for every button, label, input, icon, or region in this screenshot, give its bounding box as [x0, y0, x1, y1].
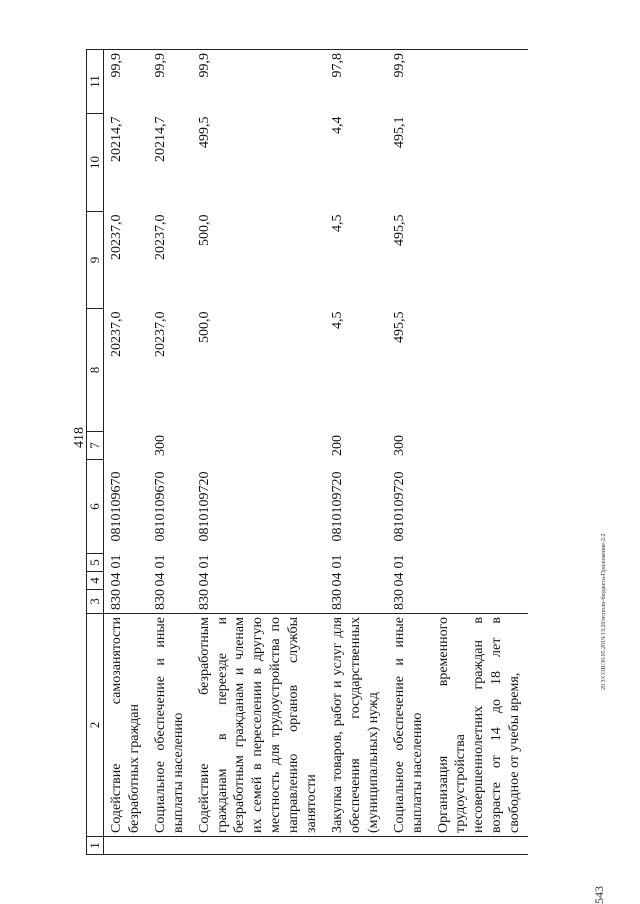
value-cell: 4,5 — [329, 311, 345, 329]
code-cell: 830 — [329, 589, 345, 610]
value-cell: 495,1 — [391, 116, 407, 148]
value-cell — [431, 212, 529, 309]
table-row — [431, 50, 529, 855]
item-name: Содействие безработным гражданам в переезде и безработным гражданам и членам их семей в переселении в другую местность для трудоустройства по направлению органов службы занятости — [192, 614, 325, 837]
document-reference: 20 3/СОВ/30.05.2019/13:20/исполн-бюджета-Приложение-2.2 — [601, 533, 607, 690]
expense-type-cell — [431, 432, 529, 460]
rotated-table-container — [86, 50, 556, 855]
value-cell — [431, 309, 529, 432]
subsection-cell: 01 — [391, 554, 407, 569]
row-index-cell — [104, 837, 148, 855]
percent-cell: 99,9 — [387, 50, 431, 114]
header-cell: 7 — [87, 432, 104, 460]
section-cell: 04 — [391, 572, 407, 587]
row-index-cell — [325, 837, 387, 855]
expense-type-cell — [104, 432, 148, 460]
expense-type-cell: 200 — [329, 435, 345, 456]
row-index-cell — [192, 837, 325, 855]
expense-type-cell — [192, 432, 325, 460]
section-cell: 04 — [152, 572, 168, 587]
code-cell: 830 — [196, 589, 212, 610]
percent-cell — [431, 50, 529, 114]
target-article-cell: 0810109720 — [391, 471, 407, 542]
value-cell: 4,4 — [329, 116, 345, 134]
header-cell: 11 — [87, 50, 104, 114]
value-cell: 20237,0 — [152, 311, 168, 357]
row-index-cell — [431, 837, 529, 855]
target-article-cell: 0810109720 — [196, 471, 212, 542]
percent-cell: 99,9 — [104, 50, 148, 114]
table-row — [387, 50, 431, 855]
value-cell: 495,5 — [391, 311, 407, 343]
value-cell: 495,5 — [391, 214, 407, 246]
target-article-cell: 0810109720 — [329, 471, 345, 542]
row-index-cell — [148, 837, 192, 855]
percent-cell: 99,9 — [148, 50, 192, 114]
table-row — [148, 50, 192, 855]
subsection-cell: 01 — [109, 554, 124, 569]
value-cell: 499,5 — [196, 116, 212, 148]
value-cell: 500,0 — [196, 311, 212, 343]
subsection-cell: 01 — [196, 554, 212, 569]
header-cell: 4 — [87, 572, 104, 590]
sheet-number: 543 — [592, 886, 606, 904]
subsection-cell — [431, 554, 529, 572]
header-cell: 3 — [87, 590, 104, 614]
value-cell: 20237,0 — [109, 214, 124, 260]
value-cell: 20237,0 — [109, 311, 124, 357]
header-cell: 1 — [87, 837, 104, 855]
page-number: 418 — [72, 427, 87, 448]
table-row — [192, 50, 325, 855]
item-name: Содействие самозанятости безработных граждан — [104, 614, 148, 837]
value-cell: 4,5 — [329, 214, 345, 232]
subsection-cell: 01 — [329, 554, 345, 569]
code-cell: 830 — [391, 589, 407, 610]
table-row — [325, 50, 387, 855]
section-cell — [431, 572, 529, 590]
code-cell: 830 — [152, 589, 168, 610]
item-name: Социальное обеспечение и иные выплаты населению — [148, 614, 192, 837]
section-cell: 04 — [109, 572, 124, 587]
header-cell: 9 — [87, 212, 104, 309]
value-cell: 20237,0 — [152, 214, 168, 260]
table-header-row — [87, 50, 104, 855]
header-cell: 6 — [87, 460, 104, 554]
budget-table — [86, 49, 528, 855]
section-cell: 04 — [329, 572, 345, 587]
code-cell — [431, 590, 529, 614]
header-cell: 8 — [87, 309, 104, 432]
percent-cell: 99,9 — [192, 50, 325, 114]
table-row — [104, 50, 148, 855]
row-index-cell — [387, 837, 431, 855]
percent-cell: 97,8 — [325, 50, 387, 114]
target-article-cell: 0810109670 — [152, 471, 168, 542]
target-article-cell: 0810109670 — [109, 471, 124, 542]
value-cell: 20214,7 — [109, 116, 124, 162]
header-cell: 5 — [87, 554, 104, 572]
target-article-cell — [431, 460, 529, 554]
item-name: Организация временного трудоустройства несовершеннолетних граждан в возрасте от 14 до 18 лет в свободное от учебы время, — [431, 614, 529, 837]
value-cell — [431, 114, 529, 212]
section-cell: 04 — [196, 572, 212, 587]
header-cell: 2 — [87, 614, 104, 837]
code-cell: 830 — [109, 589, 124, 610]
value-cell: 500,0 — [196, 214, 212, 246]
item-name: Социальное обеспечение и иные выплаты населению — [387, 614, 431, 837]
item-name: Закупка товаров, работ и услуг для обеспечения государственных (муниципальных) нужд — [325, 614, 387, 837]
expense-type-cell: 300 — [391, 435, 407, 456]
header-cell: 10 — [87, 114, 104, 212]
subsection-cell: 01 — [152, 554, 168, 569]
expense-type-cell: 300 — [152, 435, 168, 456]
value-cell: 20214,7 — [152, 116, 168, 162]
